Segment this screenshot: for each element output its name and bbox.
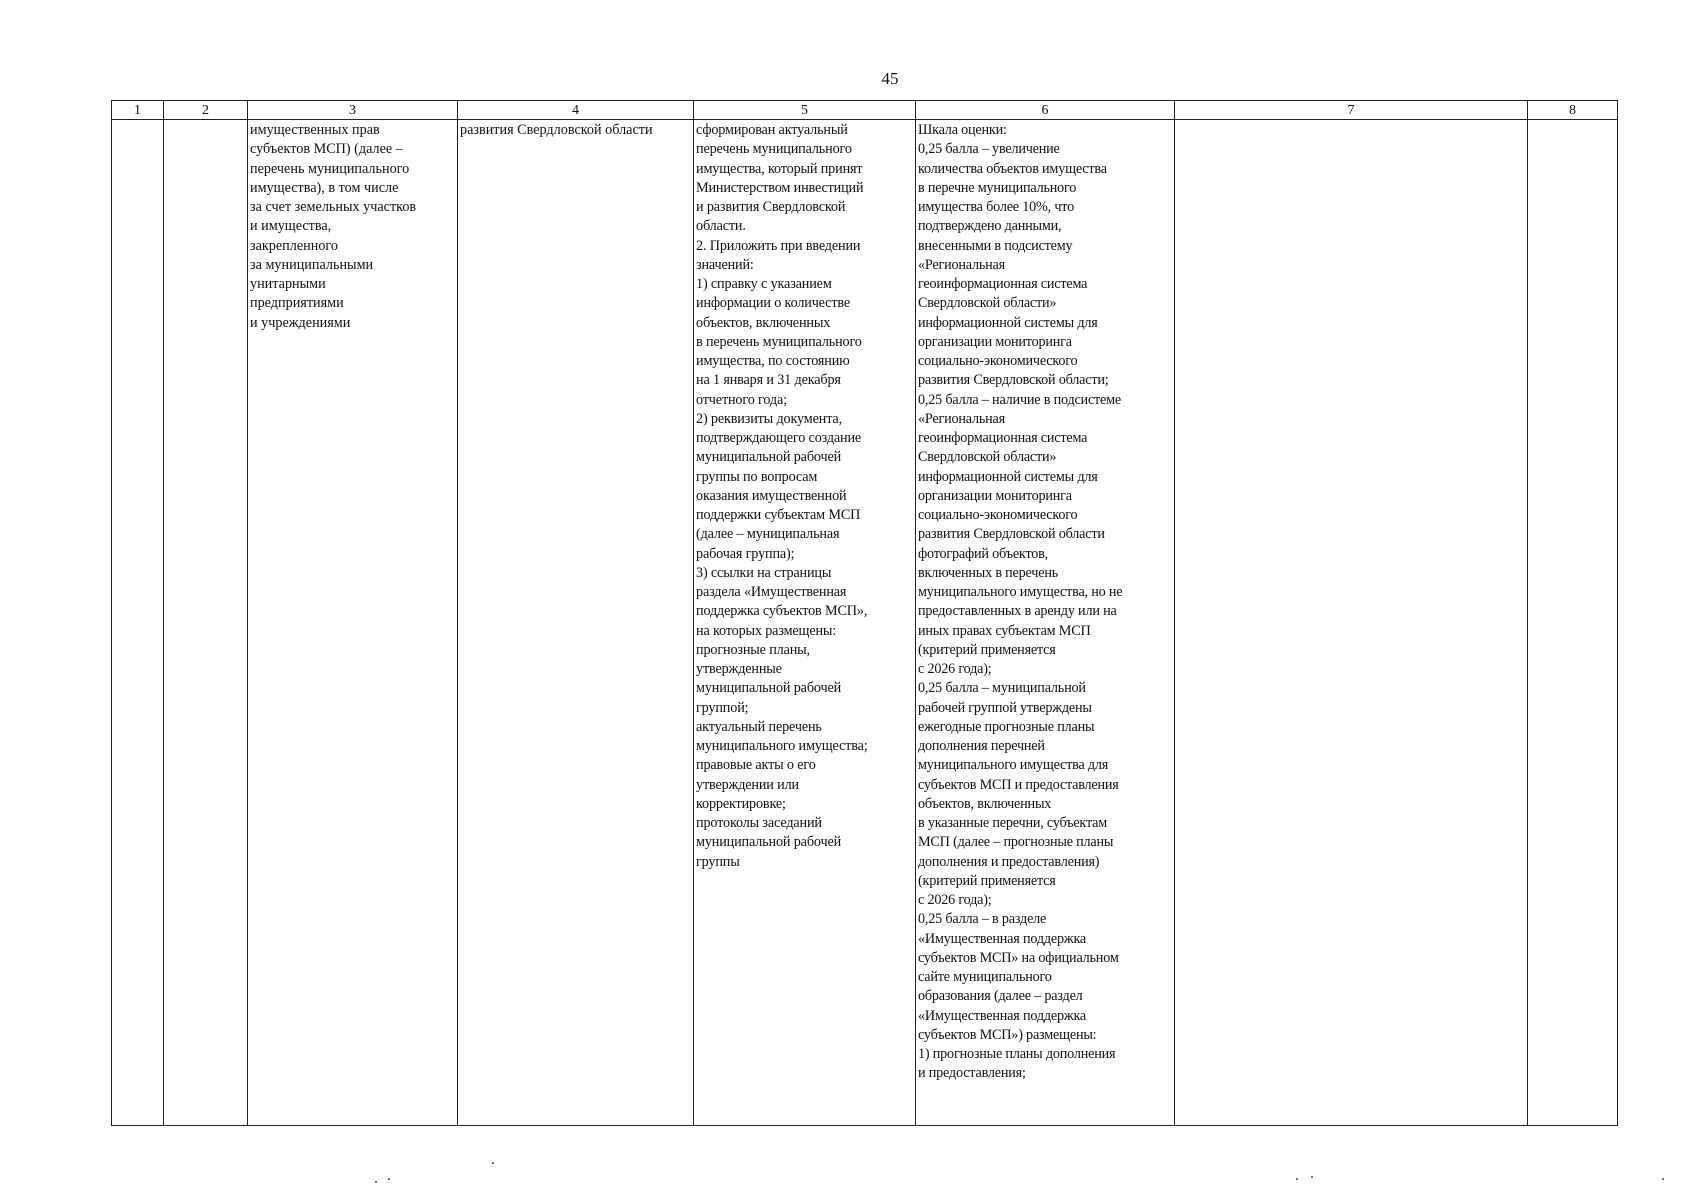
column-number-5: 5 bbox=[694, 101, 916, 120]
column-number-7: 7 bbox=[1175, 101, 1528, 120]
cell-col-4-text: развития Свердловской области bbox=[460, 122, 653, 138]
cell-col-1 bbox=[112, 120, 164, 1126]
scan-speck bbox=[1662, 1178, 1664, 1180]
column-number-3: 3 bbox=[248, 101, 458, 120]
cell-col-3-text: имущественных прав субъектов МСП) (далее – перечень муниципального имущества), в том числе за счет земельных участков и имущества, закрепленного за муниципальными унитарными предприятиями и учреждениями bbox=[250, 122, 417, 331]
column-number-4: 4 bbox=[458, 101, 694, 120]
criteria-table bbox=[111, 100, 1618, 1126]
table-row bbox=[112, 120, 1618, 1126]
cell-col-5 bbox=[694, 120, 916, 1126]
cell-col-6-text: Шкала оценки: 0,25 балла – увеличение количества объектов имущества в перечне муниципального имущества более 10%, что подтверждено данными, внесенными в подсистему «Региональная геоинформационная система Свердловской области» информационной системы для организации мониторинга социально-экономического развития Свердловской области; 0,25 балла – наличие в подсистеме «Региональная геоинформационная система Свердловской области» информационной системы для организации мониторинга социально-экономического развития Свердловской области фотографий объектов, включенных в перечень муниципального имущества, но не предоставленных в аренду или на иных правах субъектам МСП (критерий применяется с 2026 года); 0,25 балла – муниципальной рабочей группой утверждены ежегодные прогнозные планы дополнения перечней муниципального имущества для субъектов МСП и предоставления объектов, включенных в указанные перечни, субъектам МСП (далее – прогнозные планы дополнения и предоставления) (критерий применяется с 2026 года); 0,25 балла – в разделе «Имущественная поддержка субъектов МСП» на официальном сайте муниципального образования (далее – раздел «Имущественная поддержка субъектов МСП») размещены: 1) прогнозные планы дополнения и предоставления; bbox=[918, 122, 1123, 1082]
page-number: 45 bbox=[881, 69, 899, 88]
column-number-6: 6 bbox=[916, 101, 1175, 120]
cell-col-4 bbox=[458, 120, 694, 1126]
cell-col-8 bbox=[1528, 120, 1618, 1126]
cell-col-2 bbox=[164, 120, 248, 1126]
scan-speck bbox=[388, 1178, 390, 1180]
scan-speck bbox=[1296, 1178, 1298, 1180]
cell-col-5-text: сформирован актуальный перечень муниципального имущества, который принят Министерством инвестиций и развития Свердловской области. 2. Приложить при введении значений: 1) справку с указанием информации о количестве объектов, включенных в перечень муниципального имущества, по состоянию на 1 января и 31 декабря отчетного года; 2) реквизиты документа, подтверждающего создание муниципальной рабочей группы по вопросам оказания имущественной поддержки субъектам МСП (далее – муниципальная рабочая группа); 3) ссылки на страницы раздела «Имущественная поддержка субъектов МСП», на которых размещены: прогнозные планы, утвержденные муниципальной рабочей группой; актуальный перечень муниципального имущества; правовые акты о его утверждении или корректировке; протоколы заседаний муниципальной рабочей группы bbox=[696, 122, 868, 870]
column-number-row bbox=[112, 101, 1618, 120]
column-number-8: 8 bbox=[1528, 101, 1618, 120]
cell-col-3 bbox=[248, 120, 458, 1126]
column-number-2: 2 bbox=[164, 101, 248, 120]
scan-speck bbox=[375, 1181, 377, 1183]
cell-col-7 bbox=[1175, 120, 1528, 1126]
scan-speck bbox=[492, 1162, 494, 1164]
column-number-1: 1 bbox=[112, 101, 164, 120]
cell-col-6 bbox=[916, 120, 1175, 1126]
scan-speck bbox=[1311, 1176, 1313, 1178]
